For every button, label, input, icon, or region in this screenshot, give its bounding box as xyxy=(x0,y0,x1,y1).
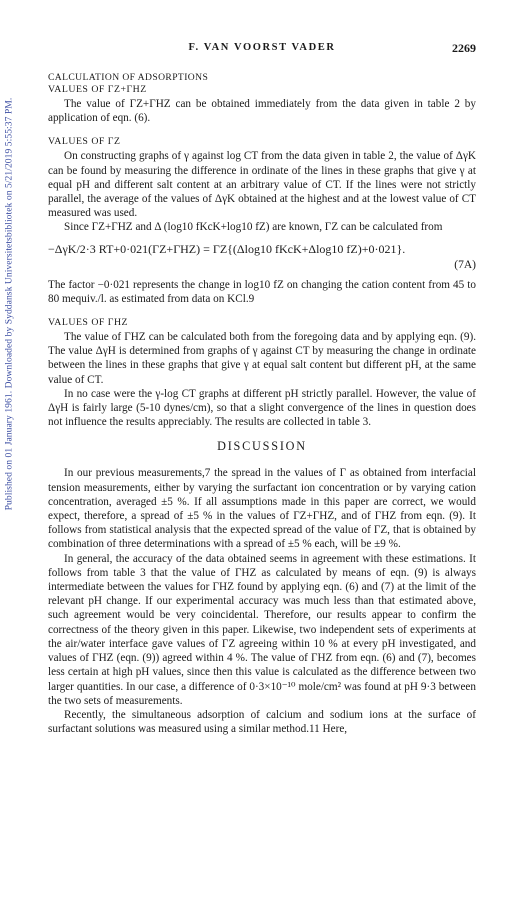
subsection-title-gz: VALUES OF ΓZ xyxy=(48,136,121,148)
paragraph-8: In general, the accuracy of the data obtained seems in agreement with these estimations. It follows from table 3 that the value of ΓHZ as calculated by means of eqn. (9) is always intermediate between the values for ΓHZ found by applying eqn. (6) and (7) at the limit of the relevant pH change. If our experimental accuracy was much less than that estimated above, such agreement would be very coincidental. Therefore, our results appear to confirm the correctness of the theory given in this paper. Likewise, two independent sets of experiments at the air/water interface gave values of ΓZ agreeing within 10 % at every pH investigated, and values of ΓHZ (eqn. (9)) agreed within 4 %. The value of ΓHZ from eqn. (6) and (7), becomes less certain at high pH values, since then this value is calculated as the difference between two larger quantities. In our case, a difference of 0·3×10⁻¹⁰ mole/cm² was found at pH 9·3 between the two sets of measurements. xyxy=(48,552,476,707)
subsection-title-ghz: VALUES OF ΓHZ xyxy=(48,317,129,329)
paragraph-6: In no case were the γ-log CT graphs at different pH strictly parallel. However, the value of ΔγH is fairly large (5-10 dynes/cm), so that a slight convergence of the lines in question does not influence the results appreciably. The results are collected in table 3. xyxy=(48,387,476,429)
page-number: 2269 xyxy=(452,41,476,55)
running-head: F. VAN VOORST VADER xyxy=(188,42,336,53)
equation-tag: (7A) xyxy=(454,258,476,271)
download-watermark xyxy=(2,24,16,584)
paragraph-2: On constructing graphs of γ against log CT from the data given in table 2, the value of ΔγK can be found by measuring the difference in ordinate of the lines in these graphs that give γ at equal pH and different salt content at an arbitrary value of CT. If the lines were not strictly parallel, the average of the values of ΔγK obtained at the highest and at the lowest value of CT measured was used. xyxy=(48,150,476,220)
discussion-heading: DISCUSSION xyxy=(217,439,307,454)
section-title: CALCULATION OF ADSORPTIONS xyxy=(48,72,209,83)
paragraph-7: In our previous measurements,7 the spread in the values of Γ as obtained from interfacial tension measurements, either by varying the surfactant ion concentration or by varying cation concentration, averaged ±5 %. If all assumptions made in this paper are correct, we would expect, therefore, a spread of ±5 % in the values of ΓZ+ΓHZ, and of ΓHZ from eqn. (9). It follows from statistical analysis that the expected spread of the value of ΓZ, that is obtained by combination of three determinations with a spread of ±5 % each, will be ±9 %. xyxy=(48,467,476,551)
paragraph-1: The value of ΓZ+ΓHZ can be obtained immediately from the data given in table 2 by application of eqn. (6). xyxy=(48,98,476,125)
paragraph-5: The value of ΓHZ can be calculated both from the foregoing data and by applying eqn. (9). The value ΔγH is determined from graphs of γ against CT by measuring the change in ordinate between the lines in these graphs that give γ at equal salt content but different pH, at the same value of CT. xyxy=(48,331,476,386)
page-header xyxy=(48,42,476,62)
paragraph-4: The factor −0·021 represents the change in log10 fZ on changing the cation content from 45 to 80 mequiv./l. as estimated from data on KCl.9 xyxy=(48,278,476,305)
journal-page xyxy=(48,42,476,736)
paragraph-3: Since ΓZ+ΓHZ and Δ (log10 fKcK+log10 fZ) are known, ΓZ can be calculated from xyxy=(64,221,443,234)
subsection-title-gz-ghz: VALUES OF ΓZ+ΓHZ xyxy=(48,84,147,95)
paragraph-9: Recently, the simultaneous adsorption of calcium and sodium ions at the surface of surfactant solutions was measured using a similar method.11 Here, xyxy=(48,708,476,736)
equation-7a: −ΔγK/2·3 RT+0·021(ΓZ+ΓHZ) = ΓZ{(Δlog10 fKcK+Δlog10 fZ)+0·021}. xyxy=(48,241,406,256)
download-watermark-text: Published on 01 January 1961. Downloaded by Syddansk Universitetsbibliotek on 5/21/2019 5:55:37 PM. xyxy=(3,97,15,511)
